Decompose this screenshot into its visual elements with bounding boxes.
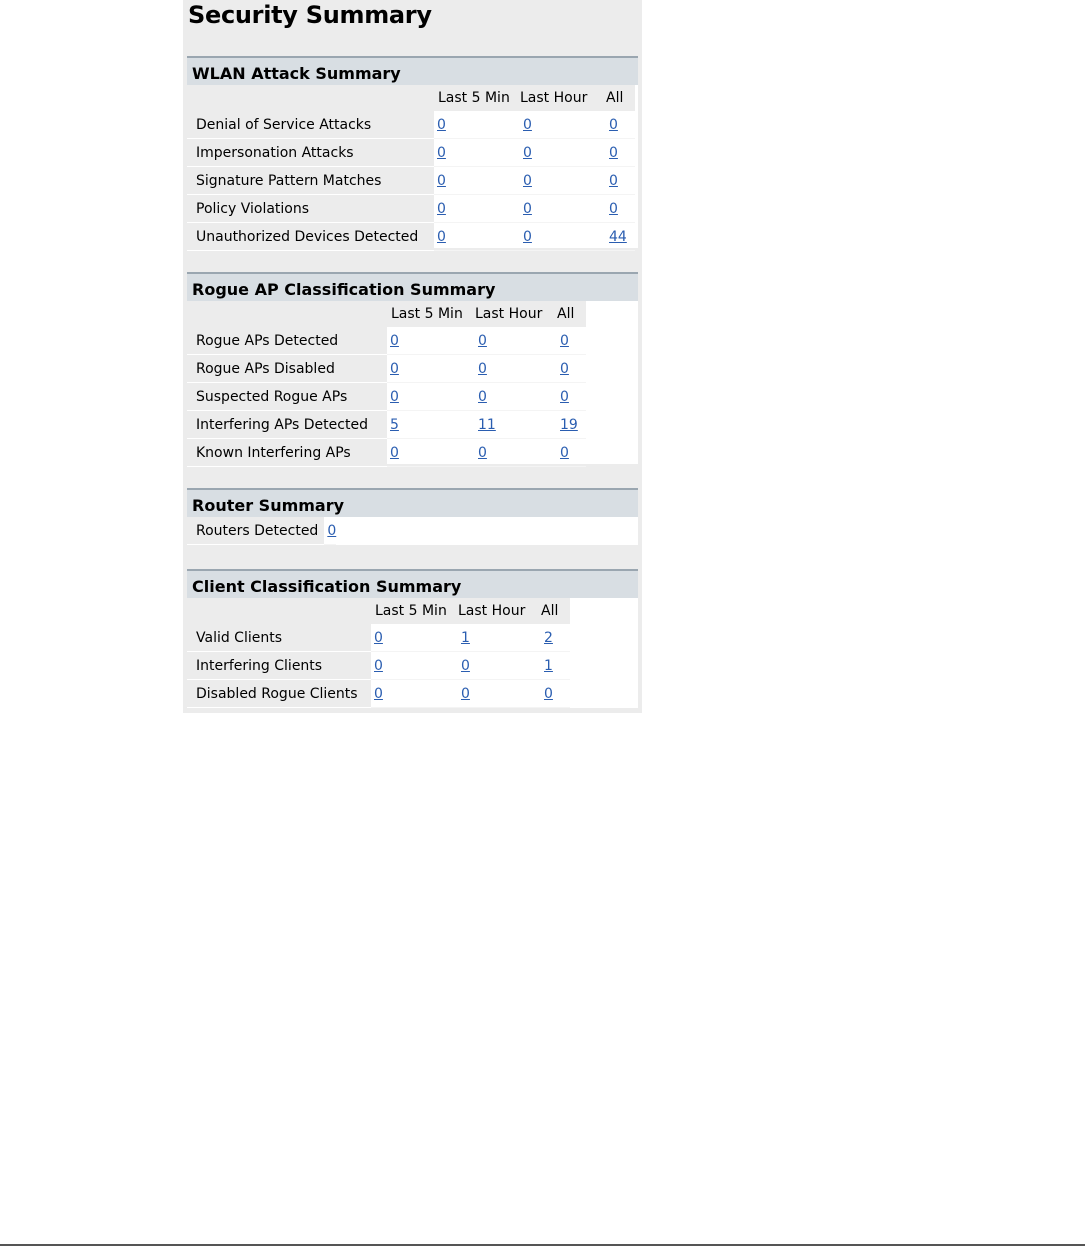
table-row: [187, 439, 586, 467]
col-header-all: All: [541, 598, 570, 624]
count-link-last5[interactable]: 0: [374, 657, 383, 674]
header-spacer: [187, 85, 434, 111]
count-link-last5[interactable]: 0: [374, 685, 383, 702]
count-link-all[interactable]: 2: [544, 629, 553, 646]
table-row: [187, 139, 635, 167]
row-label: Rogue APs Detected: [187, 327, 387, 355]
table-row: [187, 167, 635, 195]
section-title: Rogue AP Classification Summary: [187, 272, 638, 301]
col-header-last-hour: Last Hour: [520, 85, 606, 111]
col-header-all: All: [606, 85, 635, 111]
col-header-last5: Last 5 Min: [387, 301, 475, 327]
rogue-ap-table: [187, 301, 586, 467]
table-row: [187, 517, 336, 545]
count-link-last-hour[interactable]: 0: [461, 685, 470, 702]
table-header-row: [187, 85, 635, 111]
table-row: [187, 327, 586, 355]
row-label: Disabled Rogue Clients: [187, 680, 371, 708]
count-link-last-hour[interactable]: 0: [523, 228, 532, 245]
page-title: Security Summary: [188, 1, 432, 29]
rogue-ap-section: [187, 272, 638, 464]
count-link-all[interactable]: 1: [544, 657, 553, 674]
row-label: Interfering Clients: [187, 652, 371, 680]
count-link-last-hour[interactable]: 1: [461, 629, 470, 646]
row-label: Routers Detected: [187, 517, 324, 545]
row-label: Unauthorized Devices Detected: [187, 223, 434, 251]
table-row: [187, 223, 635, 251]
table-row: [187, 383, 586, 411]
section-title: WLAN Attack Summary: [187, 56, 638, 85]
count-link-last-hour[interactable]: 0: [523, 200, 532, 217]
count-link-last5[interactable]: 0: [437, 200, 446, 217]
col-header-all: All: [557, 301, 586, 327]
table-row: [187, 411, 586, 439]
count-link-all[interactable]: 44: [609, 228, 627, 245]
count-link-last-hour[interactable]: 0: [523, 144, 532, 161]
count-link-all[interactable]: 0: [609, 144, 618, 161]
count-link-last5[interactable]: 0: [374, 629, 383, 646]
count-link-last-hour[interactable]: 0: [478, 332, 487, 349]
col-header-last-hour: Last Hour: [458, 598, 541, 624]
count-link-all[interactable]: 0: [609, 116, 618, 133]
table-row: [187, 624, 570, 652]
count-link-all[interactable]: 19: [560, 416, 578, 433]
router-section: [187, 488, 638, 545]
count-link-last-hour[interactable]: 0: [478, 388, 487, 405]
count-link-last5[interactable]: 0: [437, 144, 446, 161]
count-link-all[interactable]: 0: [560, 444, 569, 461]
count-link-last5[interactable]: 0: [390, 444, 399, 461]
client-table: [187, 598, 570, 708]
row-label: Signature Pattern Matches: [187, 167, 434, 195]
router-table: [187, 517, 336, 545]
header-spacer: [187, 301, 387, 327]
count-link-all[interactable]: 0: [609, 172, 618, 189]
wlan-attack-table: [187, 85, 635, 251]
count-link-all[interactable]: 0: [544, 685, 553, 702]
col-header-last-hour: Last Hour: [475, 301, 557, 327]
count-link-all[interactable]: 0: [560, 360, 569, 377]
count-link-all[interactable]: 0: [560, 332, 569, 349]
count-link-last5[interactable]: 0: [437, 228, 446, 245]
row-label: Rogue APs Disabled: [187, 355, 387, 383]
count-link-last-hour[interactable]: 0: [461, 657, 470, 674]
row-label: Policy Violations: [187, 195, 434, 223]
count-link-last-hour[interactable]: 0: [523, 116, 532, 133]
table-row: [187, 355, 586, 383]
col-header-last5: Last 5 Min: [434, 85, 520, 111]
security-summary-panel: [183, 0, 642, 713]
wlan-attack-section: [187, 56, 638, 248]
routers-detected-link[interactable]: 0: [327, 522, 337, 539]
count-link-last5[interactable]: 0: [390, 388, 399, 405]
row-label: Valid Clients: [187, 624, 371, 652]
table-header-row: [187, 301, 586, 327]
row-label: Denial of Service Attacks: [187, 111, 434, 139]
count-link-last-hour[interactable]: 0: [523, 172, 532, 189]
count-link-all[interactable]: 0: [560, 388, 569, 405]
row-label: Known Interfering APs: [187, 439, 387, 467]
count-link-last5[interactable]: 0: [437, 172, 446, 189]
table-row: [187, 111, 635, 139]
count-link-last5[interactable]: 0: [437, 116, 446, 133]
row-label: Suspected Rogue APs: [187, 383, 387, 411]
header-spacer: [187, 598, 371, 624]
table-row: [187, 195, 635, 223]
section-title: Client Classification Summary: [187, 569, 638, 598]
row-label: Impersonation Attacks: [187, 139, 434, 167]
table-header-row: [187, 598, 570, 624]
count-link-last-hour[interactable]: 11: [478, 416, 496, 433]
count-link-last5[interactable]: 0: [390, 332, 399, 349]
table-row: [187, 680, 570, 708]
row-label: Interfering APs Detected: [187, 411, 387, 439]
section-title: Router Summary: [187, 488, 638, 517]
count-link-last-hour[interactable]: 0: [478, 360, 487, 377]
count-link-last5[interactable]: 5: [390, 416, 399, 433]
table-row: [187, 652, 570, 680]
count-link-last5[interactable]: 0: [390, 360, 399, 377]
client-section: [187, 569, 638, 708]
col-header-last5: Last 5 Min: [371, 598, 458, 624]
count-link-all[interactable]: 0: [609, 200, 618, 217]
count-link-last-hour[interactable]: 0: [478, 444, 487, 461]
